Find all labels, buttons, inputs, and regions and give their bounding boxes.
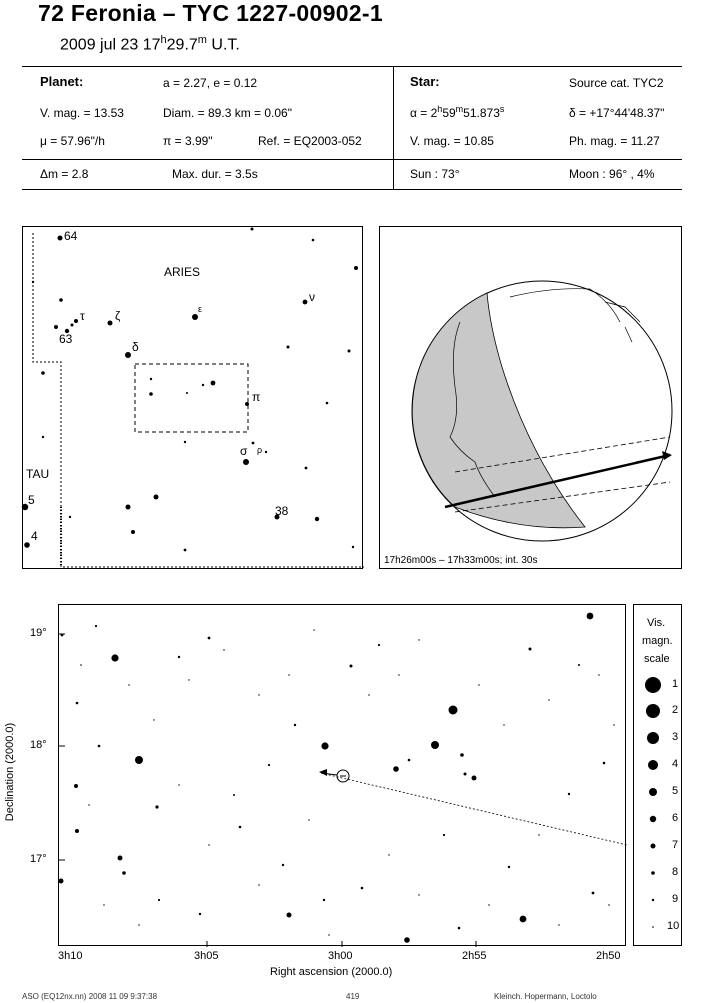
star-label-zeta: ζ: [115, 309, 121, 323]
delta-magnitude: Δm = 2.8: [40, 167, 89, 181]
constellation-taurus: TAU: [26, 467, 50, 481]
star-ra-minutes: 59: [442, 106, 456, 120]
legend-title-vis: Vis.: [647, 617, 666, 629]
legend-mag-4: 4: [672, 758, 679, 770]
legend-mag-3: 3: [672, 731, 679, 743]
asteroid-arrow-head: [319, 769, 327, 776]
magnitude-legend: [633, 604, 682, 946]
event-datetime: [60, 34, 240, 54]
star-label-64: 64: [64, 229, 78, 243]
moon-info: Moon : 96° , 4%: [569, 167, 655, 181]
event-date: 2009 jul 23 17: [60, 36, 161, 54]
star-label-tau: τ: [80, 309, 85, 323]
star-chart: [58, 604, 626, 946]
planet-orbit: a = 2.27, e = 0.12: [163, 76, 258, 90]
header-divider: [393, 66, 394, 189]
star-label-rho: ρ: [257, 445, 263, 455]
event-timezone: U.T.: [206, 36, 240, 54]
star-ra-hours: α = 2: [410, 106, 438, 120]
planet-reference: Ref. = EQ2003-052: [258, 134, 362, 148]
xtick-label-3h10: 3h10: [58, 950, 83, 962]
asteroid-track: [321, 773, 627, 845]
chart-faint-stars: [80, 629, 615, 935]
legend-title-scale: scale: [644, 653, 670, 665]
event-minutes: 29.7: [166, 36, 198, 54]
ytick-label-17: 17°: [30, 853, 47, 865]
legend-title-magn: magn.: [642, 635, 673, 647]
planet-diameter: Diam. = 89.3 km = 0.06": [163, 106, 292, 120]
x-axis-label: Right ascension (2000.0): [270, 966, 393, 978]
legend-mag-10: 10: [667, 920, 680, 932]
star-ra-seconds: 51.873: [463, 106, 500, 120]
legend-mag-2: 2: [672, 704, 679, 716]
star-chart-graphics: [59, 605, 627, 947]
constellation-boundary: [33, 233, 364, 567]
header-rule-mid: [22, 159, 682, 160]
planet-motion: μ = 57.96"/h: [40, 134, 105, 148]
max-duration: Max. dur. = 3.5s: [172, 167, 258, 181]
footer-right: Kleinch. Hopermann, Loctolo: [494, 992, 597, 1001]
planet-heading: Planet:: [40, 74, 84, 89]
star-heading: Star:: [410, 74, 440, 89]
planet-parallax: π = 3.99": [163, 134, 213, 148]
chart-stars: [59, 613, 606, 943]
legend-mag-9: 9: [672, 893, 679, 905]
star-label-delta: δ: [132, 340, 139, 354]
legend-mag-7: 7: [672, 839, 679, 851]
page-title: 72 Feronia – TYC 1227-00902-1: [38, 0, 383, 26]
footer-left: ASO (EQ12nx.nn) 2008 11 09 9:37:38: [22, 992, 158, 1001]
star-ra: [410, 104, 504, 120]
y-axis-label: Declination (2000.0): [4, 722, 16, 822]
star-label-nu: ν: [309, 290, 315, 304]
star-ra-h-unit: h: [437, 104, 443, 114]
event-hour-unit: h: [160, 34, 167, 46]
finder-chart: [22, 226, 363, 569]
globe-caption: 17h26m00s – 17h33m00s; int. 30s: [384, 555, 538, 566]
star-source: Source cat. TYC2: [569, 76, 664, 90]
star-label-pi: π: [252, 390, 261, 404]
star-label-4: 4: [31, 529, 38, 543]
star-label-38: 38: [275, 504, 289, 518]
xtick-label-3h00: 3h00: [328, 950, 353, 962]
planet-vmag: V. mag. = 13.53: [40, 106, 124, 120]
legend-mag-1: 1: [672, 678, 679, 690]
xtick-label-3h05: 3h05: [194, 950, 219, 962]
header-rule-bottom: [22, 189, 682, 190]
xtick-label-2h50: 2h50: [596, 950, 621, 962]
ytick-label-18: 18°: [30, 739, 47, 751]
star-label-63: 63: [59, 332, 73, 346]
footer-page: 419: [346, 992, 360, 1001]
star-phmag: Ph. mag. = 11.27: [569, 134, 660, 148]
star-label-5: 5: [28, 493, 35, 507]
header-rule-top: [22, 66, 682, 67]
path-arrow-head: [662, 451, 672, 460]
globe-graphics: [380, 227, 683, 570]
globe-panel: [379, 226, 682, 569]
star-vmag: V. mag. = 10.85: [410, 134, 494, 148]
field-rectangle: [135, 364, 248, 432]
ytick-label-19: 19°: [30, 627, 47, 639]
star-ra-s-unit: s: [499, 104, 505, 114]
legend-mag-6: 6: [672, 812, 679, 824]
star-label-sigma: σ: [240, 444, 248, 458]
constellation-aries: ARIES: [164, 265, 201, 279]
star-dec: δ = +17°44'48.37": [569, 106, 665, 120]
sun-elongation: Sun : 73°: [410, 167, 460, 181]
star-label-epsilon: ε: [198, 304, 203, 314]
legend-mag-8: 8: [672, 866, 679, 878]
legend-mag-5: 5: [672, 785, 679, 797]
xtick-label-2h55: 2h55: [462, 950, 487, 962]
event-minute-unit: m: [197, 34, 207, 46]
star-ra-m-unit: m: [455, 104, 464, 114]
